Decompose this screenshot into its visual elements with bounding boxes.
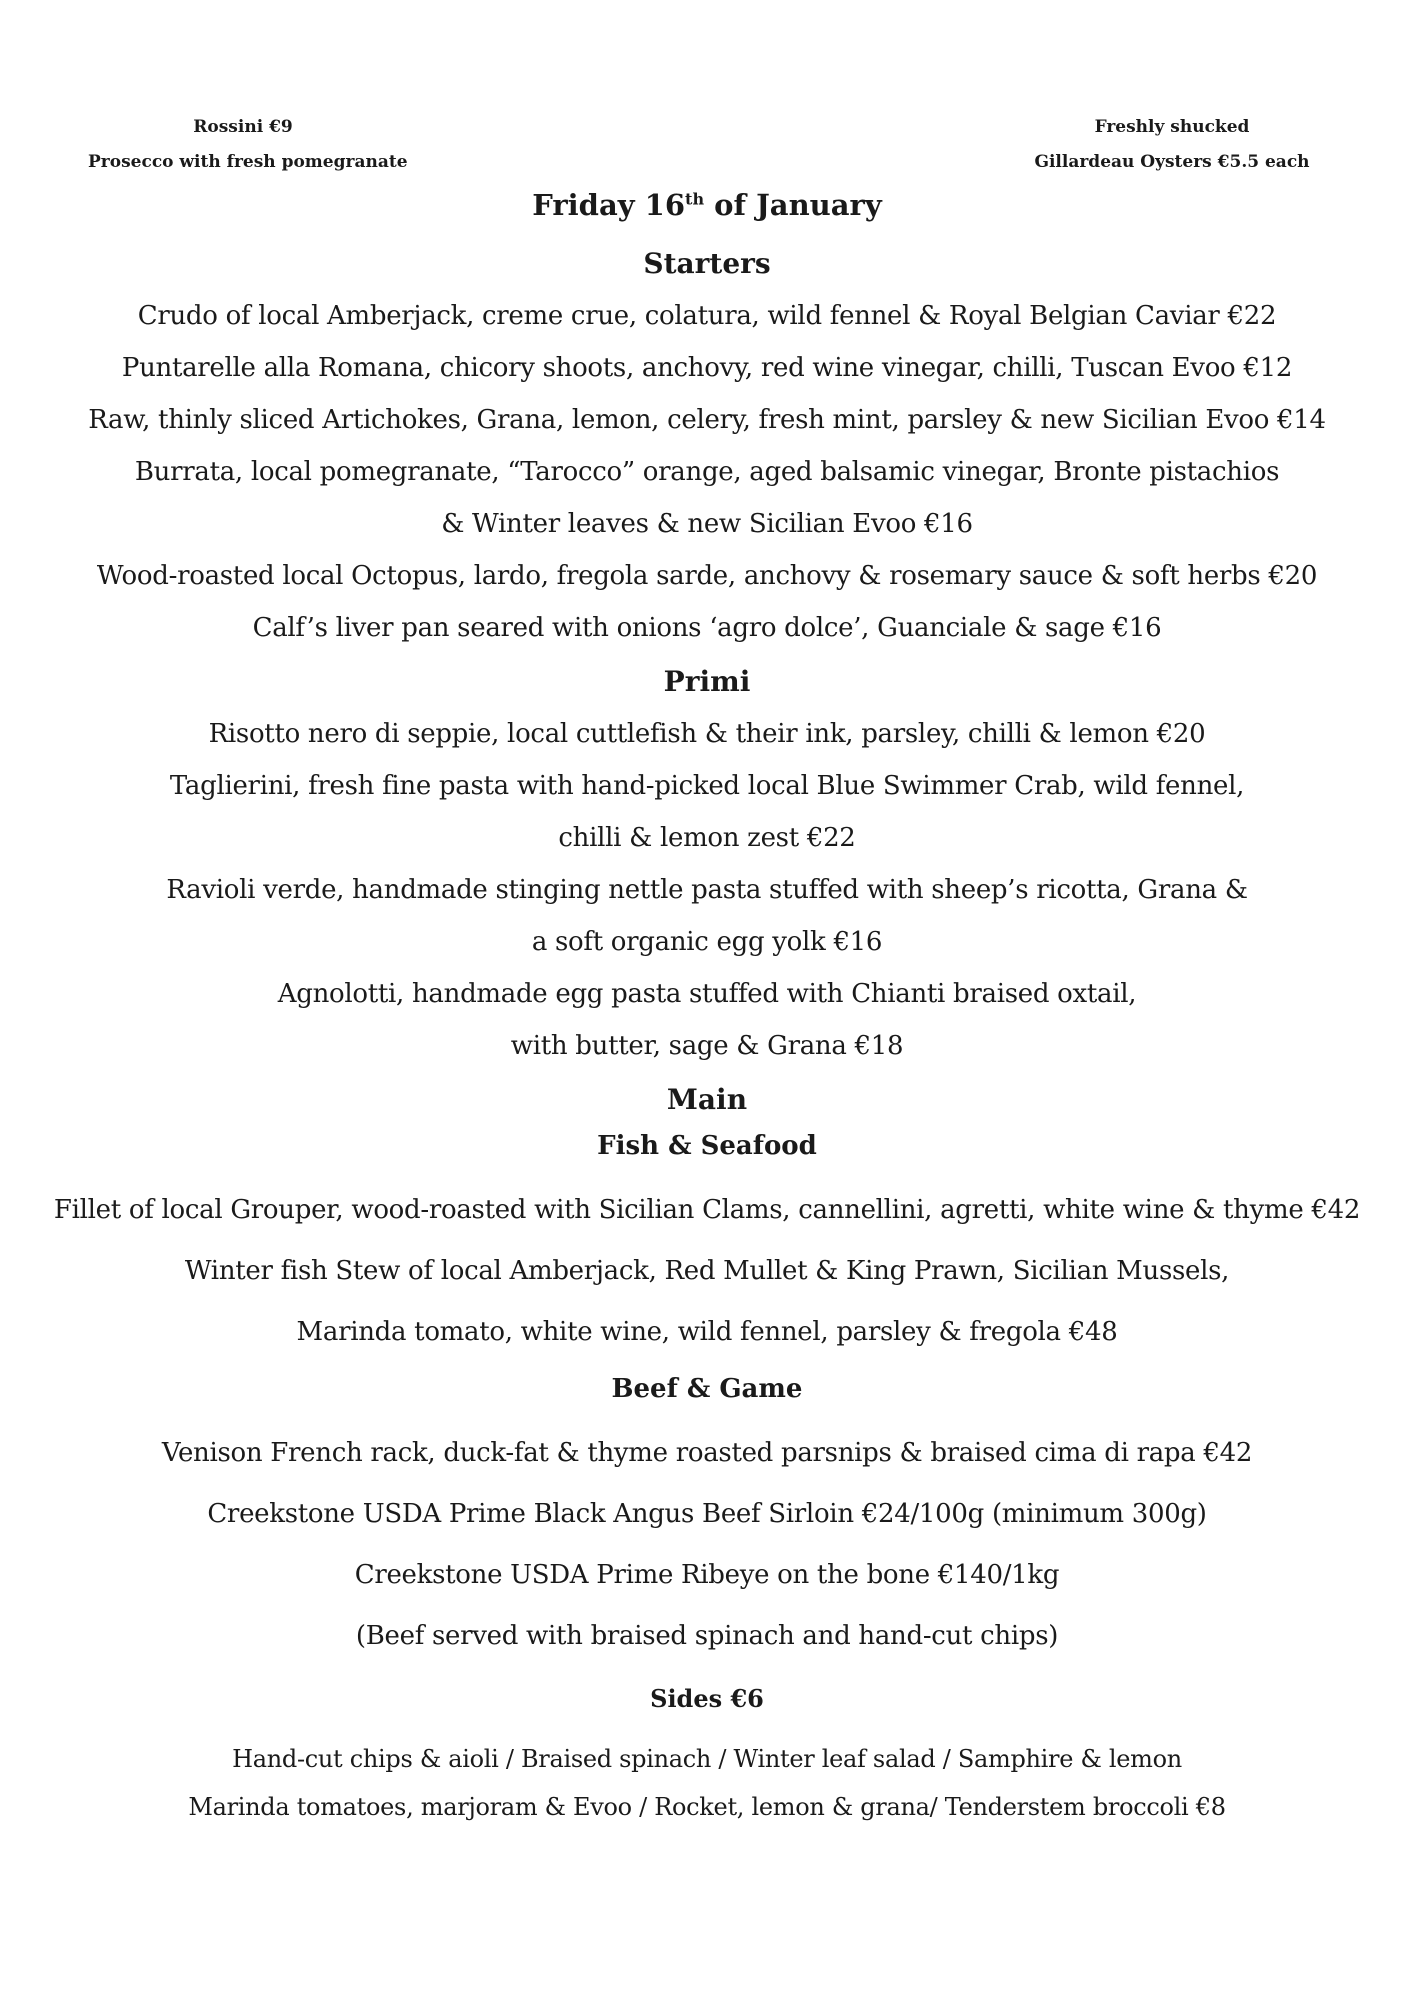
menu-item: Puntarelle alla Romana, chicory shoots, anchovy, red wine vinegar, chilli, Tuscan Evoo €12 [121, 353, 1293, 383]
date-suffix: th [685, 189, 705, 209]
menu-date [0, 180, 1414, 230]
sides-list [0, 1735, 1414, 1831]
sides-line: Hand-cut chips & aioli / Braised spinach / Winter leaf salad / Samphire & lemon [232, 1745, 1182, 1773]
menu-item: Crudo of local Amberjack, creme crue, colatura, wild fennel & Royal Belgian Caviar €22 [137, 301, 1277, 331]
date-month: of January [704, 188, 882, 222]
menu-item: Fillet of local Grouper, wood-roasted with Sicilian Clams, cannellini, agretti, white wine & thyme €42 [53, 1195, 1361, 1225]
sides-heading: Sides €6 [650, 1684, 764, 1713]
menu-item: Calf’s liver pan seared with onions ‘agro dolce’, Guanciale & sage €16 [252, 613, 1162, 643]
beef-list [0, 1423, 1414, 1667]
menu-item: with butter, sage & Grana €18 [510, 1031, 904, 1061]
menu-item: & Winter leaves & new Sicilian Evoo €16 [441, 509, 973, 539]
menu-item: Burrata, local pomegranate, “Tarocco” orange, aged balsamic vinegar, Bronte pistachios [134, 457, 1280, 487]
aperitif-description: Prosecco with fresh pomegranate [88, 152, 408, 172]
date-day: Friday 16 [532, 188, 686, 222]
menu-item: Marinda tomato, white wine, wild fennel, parsley & fregola €48 [296, 1317, 1118, 1347]
oyster-note [1022, 110, 1322, 180]
menu-item: Raw, thinly sliced Artichokes, Grana, lemon, celery, fresh mint, parsley & new Sicilian Evoo €14 [88, 405, 1326, 435]
starters-heading: Starters [643, 247, 771, 280]
menu-item: a soft organic egg yolk €16 [531, 927, 883, 957]
primi-heading: Primi [663, 665, 751, 698]
menu-item: Venison French rack, duck-fat & thyme roasted parsnips & braised cima di rapa €42 [161, 1438, 1253, 1468]
primi-list [0, 708, 1414, 1072]
beef-heading: Beef & Game [611, 1374, 803, 1404]
fish-list [0, 1180, 1414, 1363]
menu-item: Creekstone USDA Prime Ribeye on the bone €140/1kg [354, 1560, 1060, 1590]
aperitif-note [88, 110, 408, 180]
menu-item: (Beef served with braised spinach and hand-cut chips) [355, 1621, 1059, 1651]
menu-item: Ravioli verde, handmade stinging nettle pasta stuffed with sheep’s ricotta, Grana & [166, 875, 1248, 905]
menu-item: Agnolotti, handmade egg pasta stuffed with Chianti braised oxtail, [277, 979, 1137, 1009]
oyster-intro: Freshly shucked [1094, 117, 1250, 137]
menu-item: Taglierini, fresh fine pasta with hand-picked local Blue Swimmer Crab, wild fennel, [169, 771, 1245, 801]
menu-item: Winter fish Stew of local Amberjack, Red Mullet & King Prawn, Sicilian Mussels, [184, 1256, 1230, 1286]
fish-heading: Fish & Seafood [597, 1131, 817, 1161]
oyster-price: Gillardeau Oysters €5.5 each [1034, 152, 1310, 172]
menu-item: Risotto nero di seppie, local cuttlefish & their ink, parsley, chilli & lemon €20 [208, 719, 1206, 749]
aperitif-name: Rossini €9 [193, 117, 293, 137]
menu-item: chilli & lemon zest €22 [558, 823, 856, 853]
starters-list [0, 290, 1414, 654]
menu-body [0, 180, 1414, 1831]
menu-item: Creekstone USDA Prime Black Angus Beef Sirloin €24/100g (minimum 300g) [207, 1499, 1207, 1529]
menu-item: Wood-roasted local Octopus, lardo, fregola sarde, anchovy & rosemary sauce & soft herbs €20 [96, 561, 1318, 591]
sides-line: Marinda tomatoes, marjoram & Evoo / Rocket, lemon & grana/ Tenderstem broccoli €8 [188, 1793, 1226, 1821]
main-heading: Main [666, 1083, 748, 1116]
